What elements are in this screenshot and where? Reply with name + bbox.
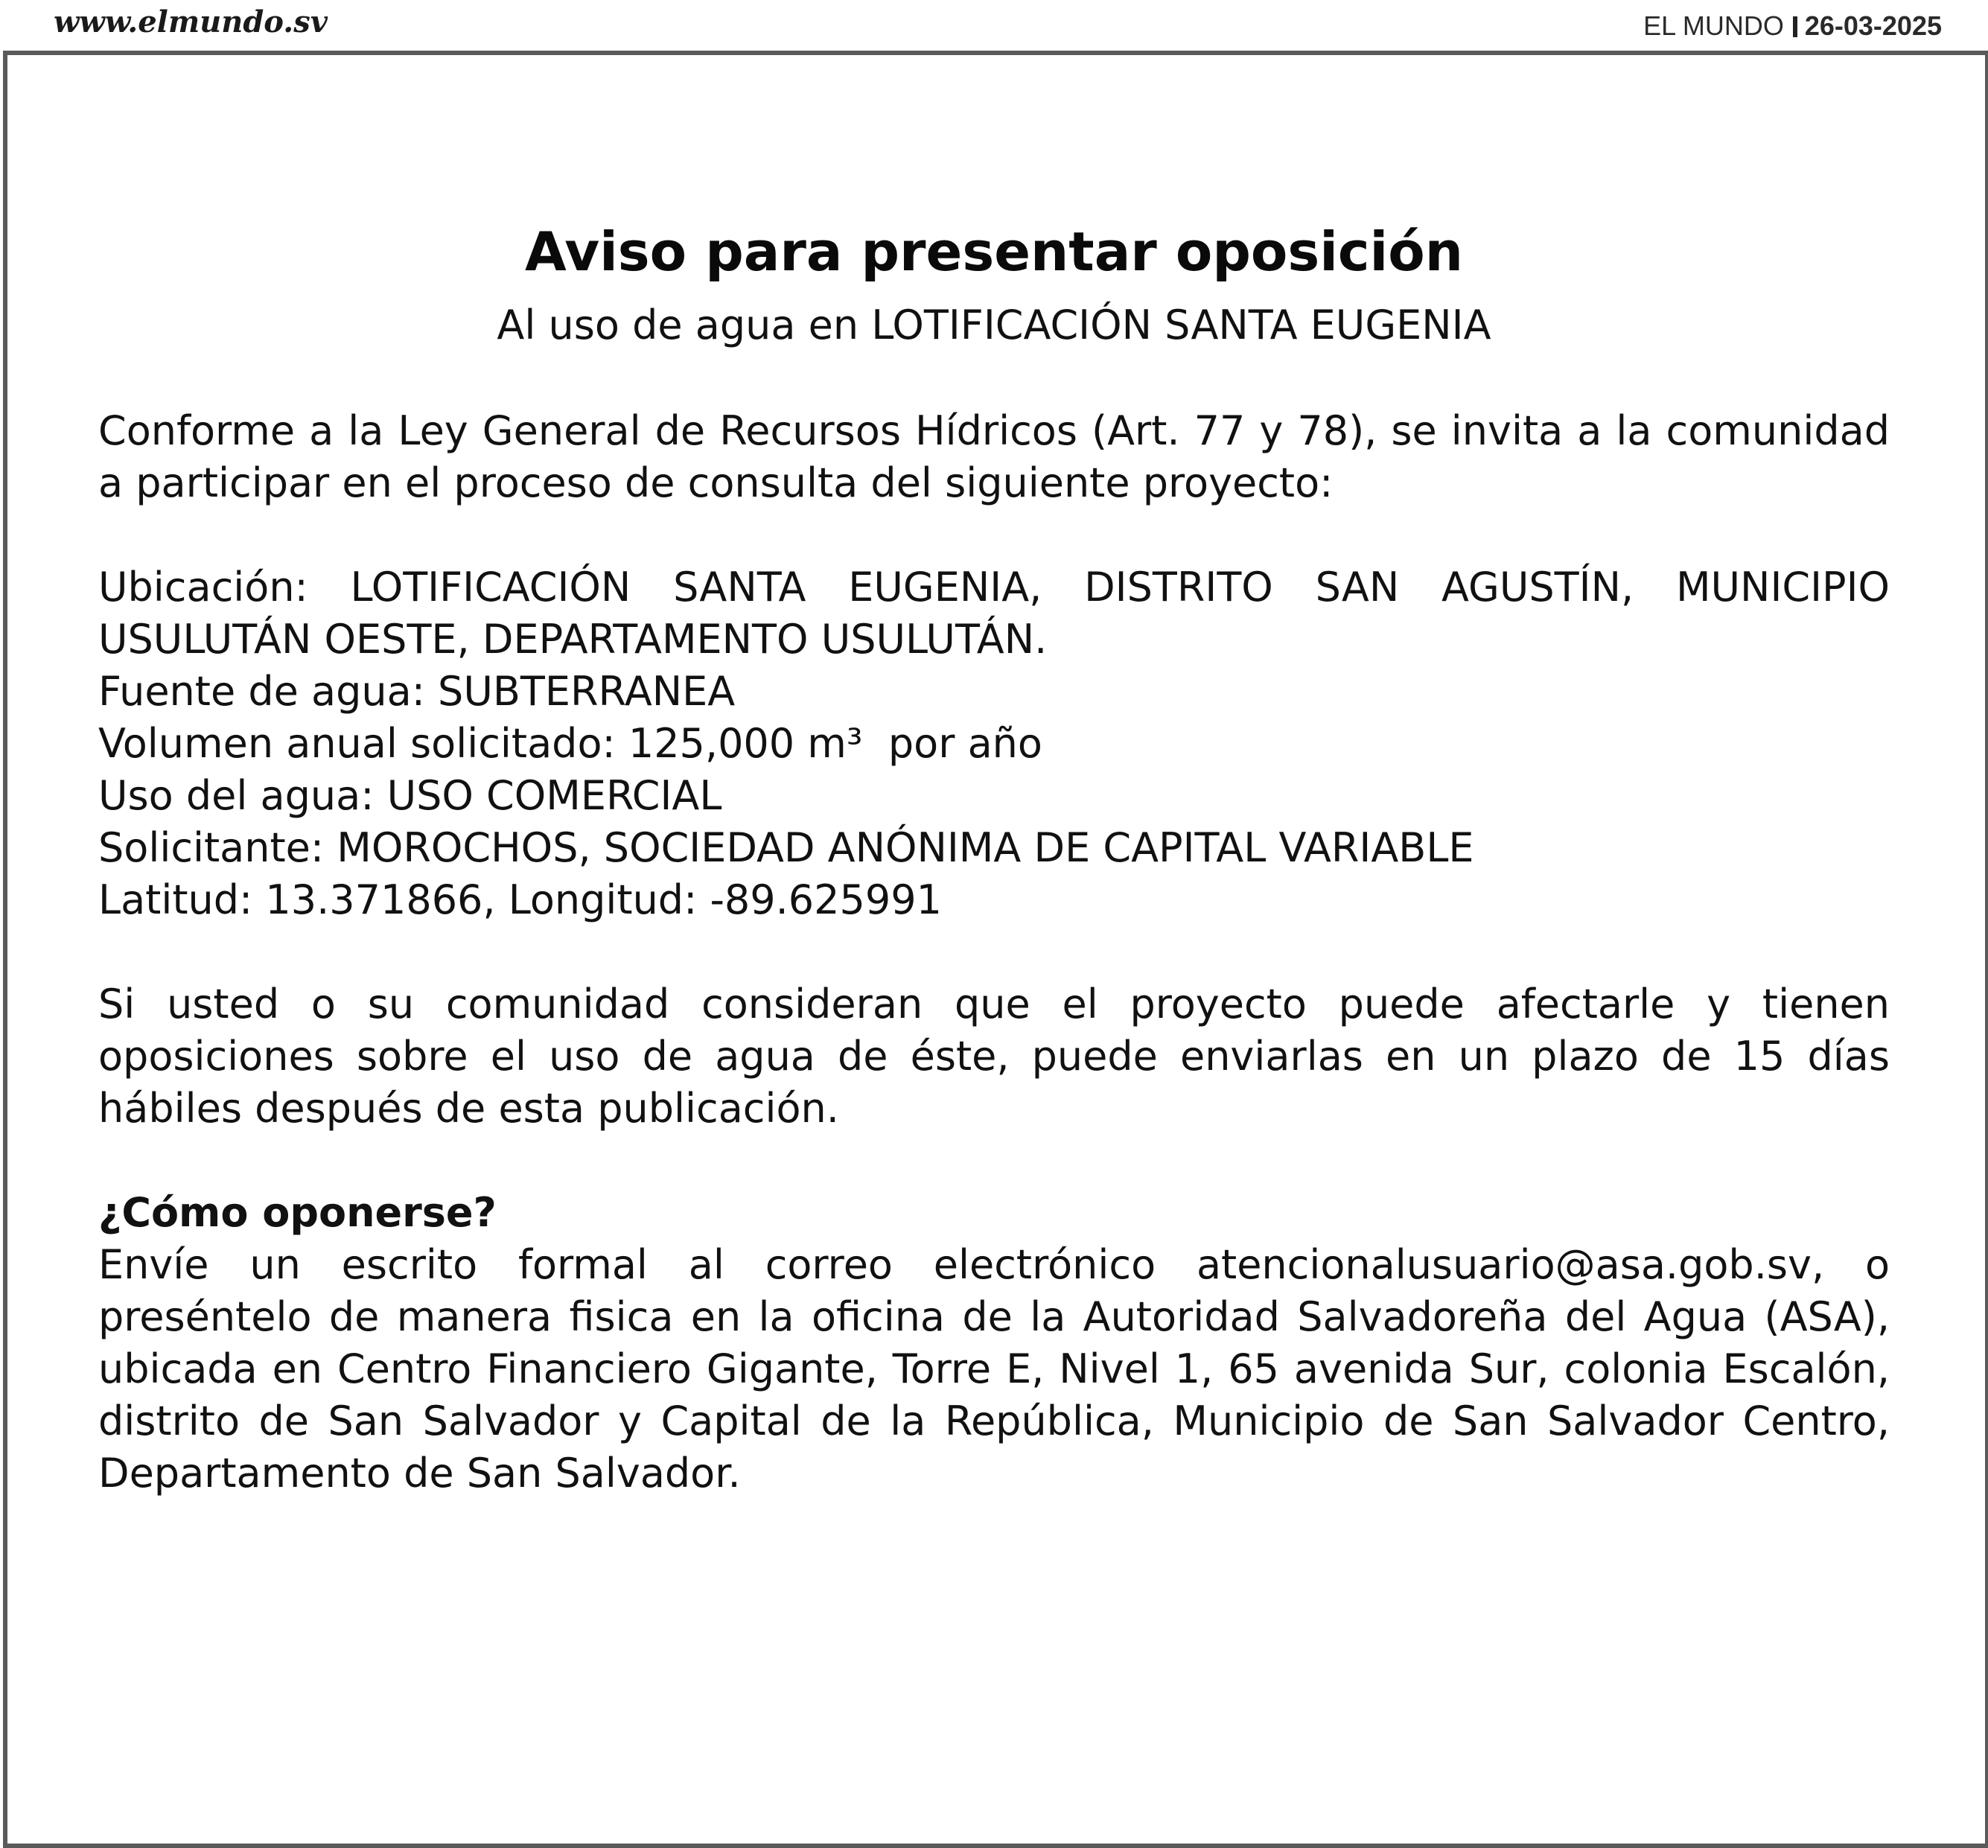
detail-volumen: Volumen anual solicitado: 125,000 m³ por año — [98, 720, 1042, 767]
intro-paragraph: Conforme a la Ley General de Recursos Hídricos (Art. 77 y 78), se invita a la comunidad a participar en el proceso de consulta del siguiente proyecto: — [98, 407, 1890, 506]
detail-solicitante: Solicitante: MOROCHOS, SOCIEDAD ANÓNIMA DE CAPITAL VARIABLE — [98, 824, 1474, 871]
notice-subtitle: Al uso de agua en LOTIFICACIÓN SANTA EUGENIA — [497, 302, 1491, 348]
notice-body — [98, 220, 1890, 1500]
detail-ubicacion: Ubicación: LOTIFICACIÓN SANTA EUGENIA, DISTRITO SAN AGUSTÍN, MUNICIPIO USULUTÁN OESTE, DEPARTAMENTO USULUTÁN. — [98, 564, 1890, 663]
detail-coordenadas: Latitud: 13.371866, Longitud: -89.625991 — [98, 876, 942, 923]
detail-uso: Uso del agua: USO COMERCIAL — [98, 772, 722, 819]
deadline-paragraph: Si usted o su comunidad consideran que el proyecto puede afectarle y tienen oposiciones sobre el uso de agua de éste, puede enviarlas en un plazo de 15 días hábiles después de esta publicación. — [98, 981, 1890, 1132]
project-details — [98, 561, 1890, 926]
notice-title: Aviso para presentar oposición — [525, 220, 1463, 283]
how-to-oppose-heading: ¿Cómo oponerse? — [98, 1189, 497, 1236]
publication-info — [1643, 10, 1942, 42]
publication-name: EL MUNDO — [1643, 10, 1784, 41]
site-url: www.elmundo.sv — [54, 4, 328, 39]
separator-bar — [1793, 16, 1797, 37]
publication-date: 26-03-2025 — [1804, 10, 1942, 41]
how-to-oppose-text: Envíe un escrito formal al correo electrónico atencionalusuario@asa.gob.sv, o preséntelo de manera fisica en la oficina de la Autoridad Salvadoreña del Agua (ASA), ubicada en Centro Financiero Gigante, Torre E, Nivel 1, 65 avenida Sur, colonia Escalón, distrito de San Salvador y Capital de la República, Municipio de San Salvador Centro, Departamento de San Salvador. — [98, 1241, 1890, 1497]
masthead — [0, 0, 1988, 49]
detail-fuente: Fuente de agua: SUBTERRANEA — [98, 668, 736, 715]
